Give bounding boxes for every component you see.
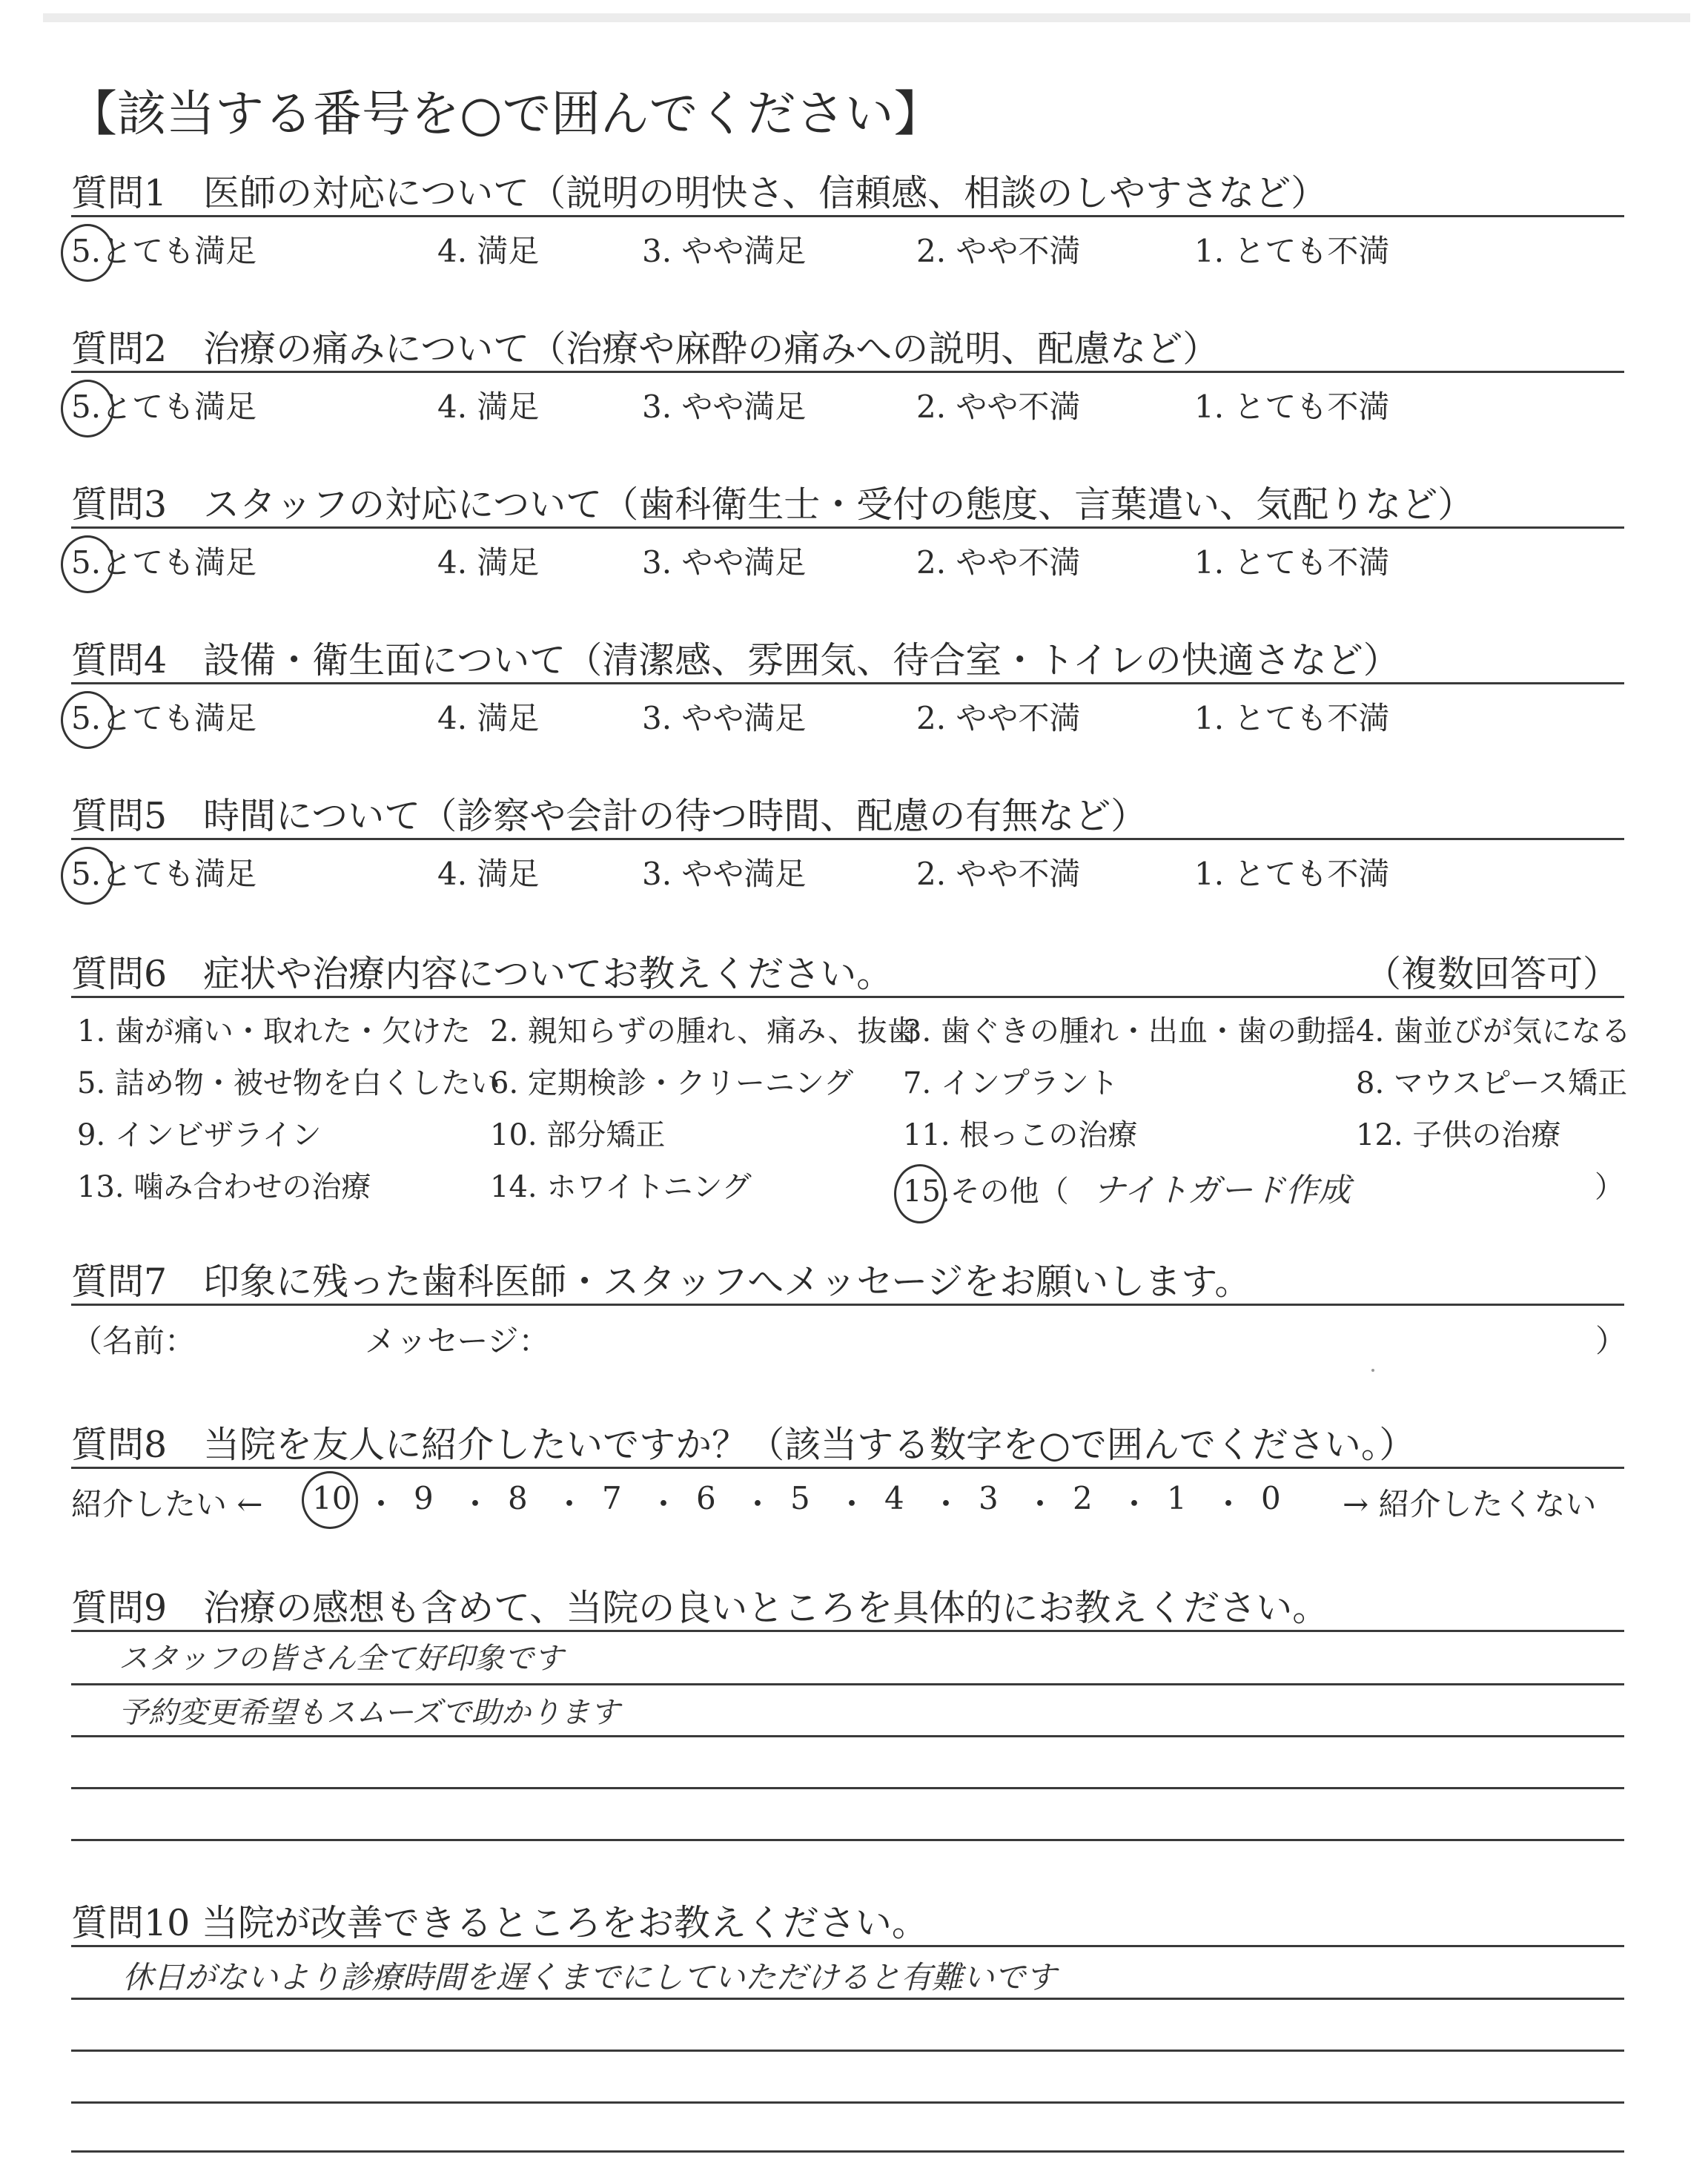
selection-circle xyxy=(302,1471,358,1529)
q10-answer-rule-2 xyxy=(71,2050,1624,2052)
question-2-rule xyxy=(71,371,1624,373)
rating-option-5-number: 5. xyxy=(71,233,101,269)
rating-option-1[interactable]: 1. とても不満 xyxy=(1194,389,1390,425)
q8-right-label: → 紹介したくない xyxy=(1343,1486,1597,1522)
q8-scale-10[interactable]: 10 xyxy=(312,1480,351,1516)
rating-option-4[interactable]: 4. 満足 xyxy=(437,700,540,736)
q8-scale-6[interactable]: 6 xyxy=(696,1480,716,1516)
rating-option-3[interactable]: 3. やや満足 xyxy=(642,856,807,892)
question-4-title: 質問4 設備・衛生面について（清潔感、雰囲気、待合室・トイレの快適さなど） xyxy=(71,639,1400,681)
q6-option-4[interactable]: 4. 歯並びが気になる xyxy=(1356,1014,1631,1048)
q9-answer-line-2: 予約変更希望もスムーズで助かります xyxy=(119,1696,620,1730)
question-3-options xyxy=(71,538,1624,583)
q6-option-15-number: 15. xyxy=(903,1175,950,1209)
q8-scale-separator: ・ xyxy=(1213,1486,1245,1522)
rating-option-5[interactable] xyxy=(71,850,256,894)
q8-scale-7[interactable]: 7 xyxy=(602,1480,622,1516)
question-7-title: 質問7 印象に残った歯科医師・スタッフへメッセージをお願いします。 xyxy=(71,1261,1251,1303)
selection-circle xyxy=(61,691,114,749)
q6-option-13[interactable]: 13. 噛み合わせの治療 xyxy=(77,1170,371,1204)
question-1-options xyxy=(71,227,1624,271)
rating-option-2[interactable]: 2. やや不満 xyxy=(916,389,1081,425)
q9-answer-rule-1 xyxy=(71,1683,1624,1685)
question-6-note: （複数回答可） xyxy=(1365,953,1620,995)
rating-option-5-label: とても満足 xyxy=(101,700,257,736)
question-6-title: 質問6 症状や治療内容についてお教えください。 xyxy=(71,953,893,995)
q10-answer-rule-4 xyxy=(71,2150,1624,2153)
q9-answer-rule-2 xyxy=(71,1735,1624,1737)
q9-answer-rule-3 xyxy=(71,1787,1624,1789)
q8-scale-separator: ・ xyxy=(554,1486,586,1522)
q6-option-8[interactable]: 8. マウスピース矯正 xyxy=(1356,1066,1628,1100)
question-2-options xyxy=(71,383,1624,427)
rating-option-4[interactable]: 4. 満足 xyxy=(437,389,540,425)
q6-other-handwritten: ナイトガード作成 xyxy=(1093,1172,1351,1209)
rating-option-3[interactable]: 3. やや満足 xyxy=(642,544,807,581)
q6-option-6[interactable]: 6. 定期検診・クリーニング xyxy=(490,1066,854,1100)
q8-scale-separator: ・ xyxy=(1025,1486,1056,1522)
rating-option-5-label: とても満足 xyxy=(101,544,257,581)
selection-circle xyxy=(61,535,114,593)
q7-name-label: （名前： xyxy=(71,1323,196,1359)
selection-circle xyxy=(61,847,114,905)
q8-scale-5[interactable]: 5 xyxy=(790,1480,810,1516)
rating-option-5-label: とても満足 xyxy=(101,233,257,269)
q9-answer-rule-4 xyxy=(71,1839,1624,1841)
question-7-rule xyxy=(71,1304,1624,1306)
q6-option-11[interactable]: 11. 根っこの治療 xyxy=(903,1118,1138,1152)
q8-scale-separator: ・ xyxy=(460,1486,491,1522)
q6-option-10[interactable]: 10. 部分矯正 xyxy=(490,1118,666,1152)
question-8-title: 質問8 当院を友人に紹介したいですか？（該当する数字を○で囲んでください。） xyxy=(71,1424,1416,1466)
rating-option-4[interactable]: 4. 満足 xyxy=(437,856,540,892)
rating-option-3[interactable]: 3. やや満足 xyxy=(642,700,807,736)
question-4-options xyxy=(71,694,1624,739)
selection-circle xyxy=(61,224,114,282)
q6-other-close-paren: ） xyxy=(1595,1170,1624,1204)
q8-scale-9[interactable]: 9 xyxy=(414,1480,434,1516)
question-1-title: 質問1 医師の対応について（説明の明快さ、信頼感、相談のしやすさなど） xyxy=(71,172,1328,214)
q6-other-label: その他（ xyxy=(950,1175,1069,1209)
rating-option-5-label: とても満足 xyxy=(101,856,257,892)
question-9-rule xyxy=(71,1630,1624,1632)
q8-left-label: 紹介したい ← xyxy=(71,1486,263,1522)
rating-option-5-number: 5. xyxy=(71,856,101,892)
rating-option-1[interactable]: 1. とても不満 xyxy=(1194,700,1390,736)
question-1-rule xyxy=(71,215,1624,217)
rating-option-3[interactable]: 3. やや満足 xyxy=(642,389,807,425)
q8-scale-2[interactable]: 2 xyxy=(1073,1480,1093,1516)
rating-option-5[interactable] xyxy=(71,694,256,739)
q8-scale-1[interactable]: 1 xyxy=(1167,1480,1187,1516)
q8-scale-0[interactable]: 0 xyxy=(1261,1480,1281,1516)
q6-option-7[interactable]: 7. インプラント xyxy=(903,1066,1119,1100)
q8-scale-8[interactable]: 8 xyxy=(508,1480,528,1516)
q7-close-paren: ） xyxy=(1595,1323,1627,1359)
rating-option-5-number: 5. xyxy=(71,700,101,736)
q8-scale-3[interactable]: 3 xyxy=(979,1480,999,1516)
rating-option-4[interactable]: 4. 満足 xyxy=(437,544,540,581)
q8-scale-separator: ・ xyxy=(648,1486,680,1522)
scan-top-edge xyxy=(43,13,1690,22)
q10-answer-rule-3 xyxy=(71,2101,1624,2104)
rating-option-5-label: とても満足 xyxy=(101,389,257,425)
rating-option-5-number: 5. xyxy=(71,389,101,425)
q6-option-2[interactable]: 2. 親知らずの腫れ、痛み、抜歯 xyxy=(490,1014,917,1048)
rating-option-2[interactable]: 2. やや不満 xyxy=(916,544,1081,581)
question-10-rule xyxy=(71,1945,1624,1947)
question-10-title: 質問10 当院が改善できるところをお教えください。 xyxy=(71,1902,928,1944)
rating-option-4[interactable]: 4. 満足 xyxy=(437,233,540,269)
q7-message-label: メッセージ： xyxy=(365,1323,550,1359)
rating-option-1[interactable]: 1. とても不満 xyxy=(1194,856,1390,892)
rating-option-1[interactable]: 1. とても不満 xyxy=(1194,233,1390,269)
question-5-options xyxy=(71,850,1624,894)
rating-option-5[interactable] xyxy=(71,227,256,271)
rating-option-1[interactable]: 1. とても不満 xyxy=(1194,544,1390,581)
q6-option-1[interactable]: 1. 歯が痛い・取れた・欠けた xyxy=(77,1014,471,1048)
q6-option-15[interactable] xyxy=(903,1163,1351,1211)
question-6-options xyxy=(71,1008,1631,1230)
question-3-title: 質問3 スタッフの対応について（歯科衛生士・受付の態度、言葉遣い、気配りなど） xyxy=(71,483,1474,526)
q8-scale-4[interactable]: 4 xyxy=(884,1480,904,1516)
rating-option-2[interactable]: 2. やや不満 xyxy=(916,856,1081,892)
q8-scale-separator: ・ xyxy=(742,1486,774,1522)
q6-option-12[interactable]: 12. 子供の治療 xyxy=(1356,1118,1561,1152)
question-5-title: 質問5 時間について（診察や会計の待つ時間、配慮の有無など） xyxy=(71,795,1148,837)
rating-option-2[interactable]: 2. やや不満 xyxy=(916,700,1081,736)
q8-scale-separator: ・ xyxy=(836,1486,868,1522)
q6-option-14[interactable]: 14. ホワイトニング xyxy=(490,1170,752,1204)
question-8-rule xyxy=(71,1467,1624,1469)
question-5-rule xyxy=(71,838,1624,840)
selection-circle xyxy=(894,1164,946,1223)
q8-scale-separator: ・ xyxy=(1119,1486,1151,1522)
q6-option-9[interactable]: 9. インビザライン xyxy=(77,1118,322,1152)
question-2-title: 質問2 治療の痛みについて（治療や麻酔の痛みへの説明、配慮など） xyxy=(71,328,1219,370)
q6-option-5[interactable]: 5. 詰め物・被せ物を白くしたい xyxy=(77,1066,500,1100)
q6-option-3[interactable]: 3. 歯ぐきの腫れ・出血・歯の動揺 xyxy=(903,1014,1356,1048)
q8-scale-separator: ・ xyxy=(365,1486,397,1522)
q8-scale-separator: ・ xyxy=(930,1486,962,1522)
rating-option-5-number: 5. xyxy=(71,544,101,581)
selection-circle xyxy=(61,380,114,437)
question-3-rule xyxy=(71,526,1624,529)
scan-speck xyxy=(1371,1369,1374,1372)
rating-option-5[interactable] xyxy=(71,538,256,583)
q8-scale xyxy=(312,1480,1372,1525)
question-6-rule xyxy=(71,996,1624,998)
question-9-title: 質問9 治療の感想も含めて、当院の良いところを具体的にお教えください。 xyxy=(71,1587,1329,1629)
rating-option-3[interactable]: 3. やや満足 xyxy=(642,233,807,269)
form-header: 【該当する番号を○で囲んでください】 xyxy=(68,85,943,142)
question-4-rule xyxy=(71,682,1624,684)
q10-answer-rule-1 xyxy=(71,1998,1624,2000)
q10-answer-line-1: 休日がないより診療時間を遅くまでにしていただけると有難いです xyxy=(122,1959,1057,1995)
rating-option-2[interactable]: 2. やや不満 xyxy=(916,233,1081,269)
rating-option-5[interactable] xyxy=(71,383,256,427)
q9-answer-line-1: スタッフの皆さん全て好印象です xyxy=(119,1642,563,1676)
